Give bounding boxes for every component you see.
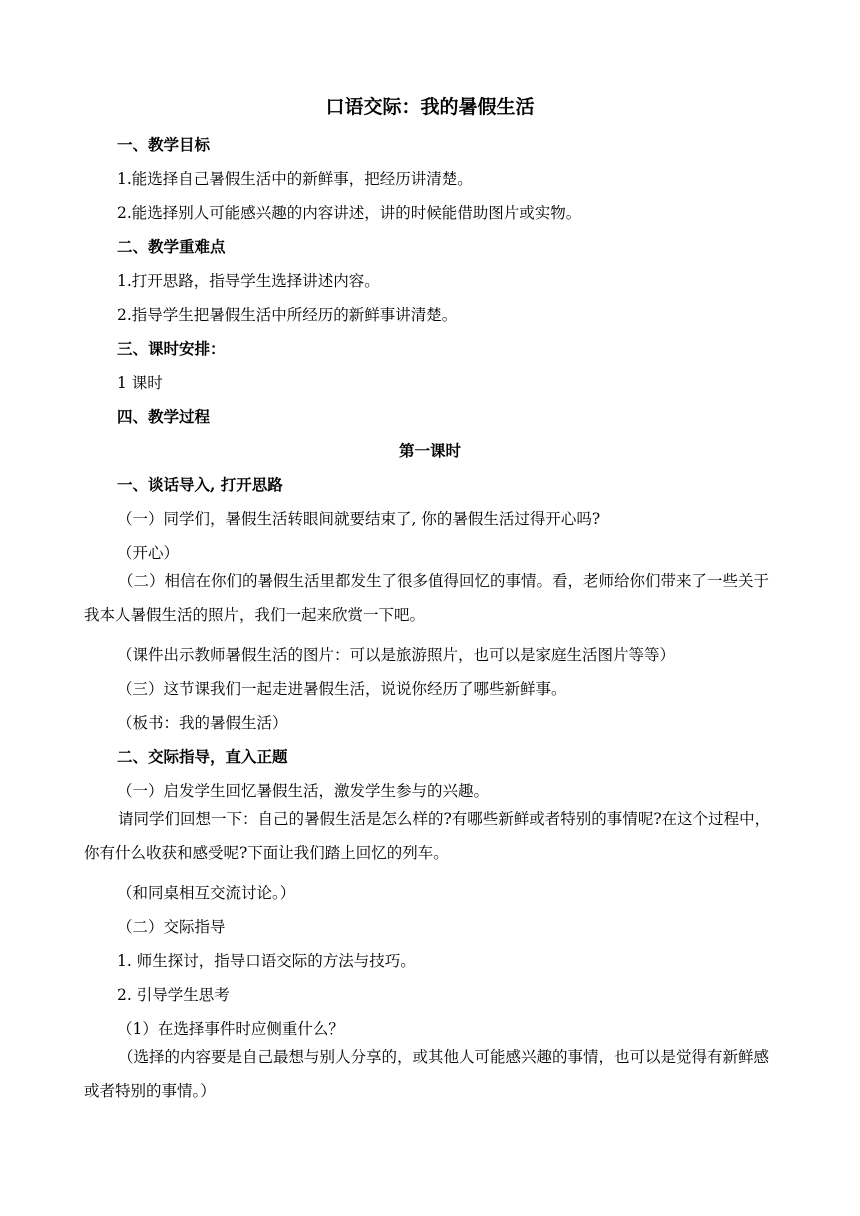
goal-item-2: 2.能选择别人可能感兴趣的内容讲述，讲的时候能借助图片或实物。 bbox=[117, 204, 582, 222]
key-point-item-2: 2.指导学生把暑假生活中所经历的新鲜事讲清楚。 bbox=[117, 306, 458, 324]
guidance-note-discussion: （和同桌相互交流讨论。） bbox=[117, 884, 296, 902]
part-heading-intro: 一、谈话导入, 打开思路 bbox=[117, 475, 283, 494]
guidance-paragraph-1: （一）启发学生回忆暑假生活，激发学生参与的兴趣。 bbox=[117, 782, 490, 800]
intro-paragraph-1: （一）同学们，暑假生活转眼间就要结束了, 你的暑假生活过得开心吗? bbox=[117, 510, 601, 528]
intro-note-board: （板书：我的暑假生活） bbox=[117, 714, 288, 732]
section-heading-goals: 一、教学目标 bbox=[117, 135, 211, 154]
lesson-title: 第一课时 bbox=[398, 441, 461, 460]
key-point-item-1: 1.打开思路，指导学生选择讲述内容。 bbox=[117, 272, 380, 290]
guidance-answer-1: （选择的内容要是自己最想与别人分享的，或其他人可能感兴趣的事情，也可以是觉得有新鲜感或者特别的事情。） bbox=[84, 1048, 770, 1100]
section-heading-schedule: 三、课时安排： bbox=[117, 339, 226, 358]
section-heading-process: 四、教学过程 bbox=[117, 407, 211, 426]
part-heading-guidance: 二、交际指导，直入正题 bbox=[117, 747, 288, 766]
guidance-paragraph-2: 请同学们回想一下：自己的暑假生活是怎么样的?有哪些新鲜或者特别的事情呢?在这个过程中，你有什么收获和感受呢?下面让我们踏上回忆的列车。 bbox=[84, 810, 771, 862]
intro-paragraph-2: （二）相信在你们的暑假生活里都发生了很多值得回忆的事情。看，老师给你们带来了一些关于我本人暑假生活的照片，我们一起来欣赏一下吧。 bbox=[84, 572, 770, 624]
section-heading-key-points: 二、教学重难点 bbox=[117, 237, 226, 256]
intro-note-courseware: （课件出示教师暑假生活的图片：可以是旅游照片，也可以是家庭生活图片等等） bbox=[117, 646, 676, 664]
goal-item-1: 1.能选择自己暑假生活中的新鲜事，把经历讲清楚。 bbox=[117, 170, 473, 188]
guidance-subheading: （二）交际指导 bbox=[117, 918, 226, 936]
schedule-text: 1 课时 bbox=[117, 374, 163, 392]
guidance-item-1: 1. 师生探讨，指导口语交际的方法与技巧。 bbox=[117, 952, 416, 970]
guidance-question-1: （1）在选择事件时应侧重什么？ bbox=[117, 1020, 344, 1038]
intro-paragraph-3: （三）这节课我们一起走进暑假生活，说说你经历了哪些新鲜事。 bbox=[117, 680, 567, 698]
guidance-item-2: 2. 引导学生思考 bbox=[117, 986, 230, 1004]
document-title: 口语交际：我的暑假生活 bbox=[325, 96, 535, 118]
intro-answer: （开心） bbox=[117, 544, 180, 562]
